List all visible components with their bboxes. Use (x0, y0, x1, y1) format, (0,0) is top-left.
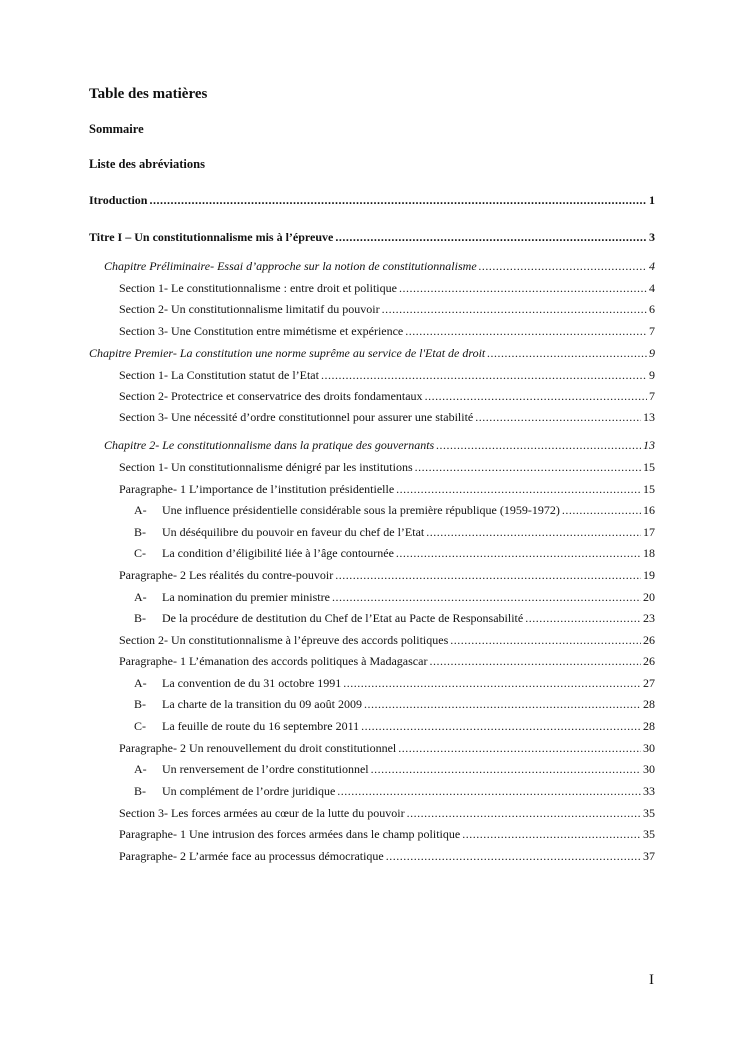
toc-entry-page: 9 (649, 368, 655, 382)
toc-entry[interactable] (134, 784, 655, 802)
dot-leader (321, 368, 647, 383)
dot-leader (462, 827, 641, 842)
toc-entry[interactable] (119, 302, 655, 320)
dot-leader (415, 460, 641, 475)
toc-entry-label: Itroduction (89, 193, 148, 207)
toc-entry-page: 30 (643, 741, 655, 755)
dot-leader (335, 230, 647, 245)
dot-leader (332, 590, 641, 605)
toc-entry-page: 13 (643, 410, 655, 424)
toc-entry-letter: A- (134, 590, 147, 604)
toc-entry-page: 26 (643, 654, 655, 668)
toc-entry-label: Paragraphe- 1 Une intrusion des forces armées dans le champ politique (119, 827, 461, 841)
toc-entry-page: 4 (649, 259, 655, 273)
dot-leader (425, 389, 647, 404)
toc-entry-letter: A- (134, 762, 147, 776)
toc-entry-label: Paragraphe- 1 L’importance de l’institution présidentielle (119, 482, 395, 496)
toc-entry[interactable] (119, 368, 655, 386)
toc-entry-page: 26 (643, 633, 655, 647)
toc-entry[interactable] (119, 849, 655, 867)
toc-entry[interactable] (134, 546, 655, 564)
toc-entry[interactable] (134, 611, 655, 629)
dot-leader (343, 676, 641, 691)
toc-entry-page: 28 (643, 719, 655, 733)
toc-entry-page: 27 (643, 676, 655, 690)
dot-leader (525, 611, 641, 626)
toc-entry[interactable] (119, 460, 655, 478)
toc-entry-page: 19 (643, 568, 655, 582)
dot-leader (371, 762, 641, 777)
toc-entry-letter: B- (134, 611, 146, 625)
toc-entry-letter: B- (134, 525, 146, 539)
toc-entry-label: Paragraphe- 2 Les réalités du contre-pouvoir (119, 568, 334, 582)
dot-leader (450, 633, 641, 648)
dot-leader (479, 259, 647, 274)
toc-entry-page: 13 (643, 438, 655, 452)
toc-entry-page: 4 (649, 281, 655, 295)
dot-leader (429, 654, 641, 669)
dot-leader (399, 281, 647, 296)
toc-entry[interactable] (134, 676, 655, 694)
toc-entry[interactable] (134, 525, 655, 543)
toc-entry[interactable] (89, 230, 655, 248)
toc-entry-label: Titre I – Un constitutionnalisme mis à l’épreuve (89, 230, 334, 244)
toc-entry-label: Une influence présidentielle considérable sous la première république (1959-1972) (162, 503, 560, 517)
toc-entry-label: Un déséquilibre du pouvoir en faveur du chef de l’Etat (162, 525, 425, 539)
toc-entry[interactable] (119, 281, 655, 299)
heading-abreviations: Liste des abréviations (89, 157, 205, 171)
toc-entry-label: La condition d’éligibilité liée à l’âge contournée (162, 546, 394, 560)
page-title: Table des matières (89, 86, 208, 102)
toc-entry[interactable] (119, 482, 655, 500)
toc-entry-page: 15 (643, 460, 655, 474)
toc-entry-letter: B- (134, 784, 146, 798)
toc-entry-label: La convention de du 31 octobre 1991 (162, 676, 342, 690)
toc-entry[interactable] (119, 827, 655, 845)
toc-entry-label: Section 2- Un constitutionnalisme à l’épreuve des accords politiques (119, 633, 449, 647)
dot-leader (149, 193, 647, 208)
toc-entry-letter: A- (134, 676, 147, 690)
toc-entry-page: 35 (643, 806, 655, 820)
toc-entry-page: 17 (643, 525, 655, 539)
toc-entry-page: 35 (643, 827, 655, 841)
toc-entry-label: Section 2- Un constitutionnalisme limitatif du pouvoir (119, 302, 380, 316)
toc-entry-page: 7 (649, 324, 655, 338)
toc-entry-label: Section 3- Une nécessité d’ordre constitutionnel pour assurer une stabilité (119, 410, 474, 424)
toc-entry-label: Un complément de l’ordre juridique (162, 784, 336, 798)
toc-entry-page: 9 (649, 346, 655, 360)
dot-leader (382, 302, 647, 317)
toc-entry[interactable] (134, 590, 655, 608)
toc-entry-page: 20 (643, 590, 655, 604)
dot-leader (337, 784, 641, 799)
toc-entry-label: La nomination du premier ministre (162, 590, 330, 604)
toc-entry[interactable] (134, 503, 655, 521)
toc-entry-page: 28 (643, 697, 655, 711)
toc-entry-label: Paragraphe- 1 L’émanation des accords politiques à Madagascar (119, 654, 428, 668)
toc-entry-page: 15 (643, 482, 655, 496)
toc-entry[interactable] (89, 193, 655, 211)
toc-entry-page: 23 (643, 611, 655, 625)
dot-leader (396, 482, 641, 497)
toc-entry-label: Un renversement de l’ordre constitutionnel (162, 762, 369, 776)
toc-entry-label: Section 1- Le constitutionnalisme : entre droit et politique (119, 281, 397, 295)
toc-entry-letter: C- (134, 546, 146, 560)
dot-leader (398, 741, 641, 756)
dot-leader (436, 438, 641, 453)
toc-entry-letter: C- (134, 719, 146, 733)
toc-entry-label: De la procédure de destitution du Chef de l’Etat au Pacte de Responsabilité (162, 611, 524, 625)
toc-entry[interactable] (119, 389, 655, 407)
toc-entry[interactable] (119, 806, 655, 824)
toc-entry-label: Section 1- Un constitutionnalisme dénigré par les institutions (119, 460, 413, 474)
toc-entry-page: 30 (643, 762, 655, 776)
toc-entry[interactable] (119, 633, 655, 651)
dot-leader (405, 324, 647, 339)
toc-entry[interactable] (119, 654, 655, 672)
toc-entry[interactable] (104, 438, 655, 456)
toc-entry-letter: B- (134, 697, 146, 711)
toc-entry-label: Chapitre 2- Le constitutionnalisme dans la pratique des gouvernants (104, 438, 435, 452)
toc-entry-label: Chapitre Premier- La constitution une norme suprême au service de l'Etat de droit (89, 346, 486, 360)
toc-entry-page: 16 (643, 503, 655, 517)
toc-entry-label: Section 1- La Constitution statut de l’Etat (119, 368, 319, 382)
dot-leader (364, 697, 641, 712)
dot-leader (562, 503, 641, 518)
toc-entry-label: Paragraphe- 2 Un renouvellement du droit constitutionnel (119, 741, 397, 755)
toc-entry[interactable] (119, 324, 655, 342)
toc-entry[interactable] (104, 259, 655, 277)
dot-leader (386, 849, 641, 864)
page-number: I (649, 972, 654, 988)
toc-entry-page: 33 (643, 784, 655, 798)
toc-entry[interactable] (119, 568, 655, 586)
toc-entry-page: 3 (649, 230, 655, 244)
toc-entry[interactable] (89, 346, 655, 364)
toc-entry-page: 1 (649, 193, 655, 207)
dot-leader (487, 346, 647, 361)
dot-leader (407, 806, 641, 821)
toc-entry-label: La charte de la transition du 09 août 2009 (162, 697, 362, 711)
toc-entry-label: Chapitre Préliminaire- Essai d’approche sur la notion de constitutionnalisme (104, 259, 477, 273)
dot-leader (396, 546, 641, 561)
toc-entry[interactable] (134, 719, 655, 737)
dot-leader (426, 525, 641, 540)
dot-leader (475, 410, 641, 425)
toc-entry-label: Section 2- Protectrice et conservatrice des droits fondamentaux (119, 389, 423, 403)
toc-entry-label: Section 3- Une Constitution entre mimétisme et expérience (119, 324, 404, 338)
toc-entry-label: Section 3- Les forces armées au cœur de la lutte du pouvoir (119, 806, 405, 820)
toc-entry[interactable] (119, 410, 655, 428)
toc-entry[interactable] (134, 697, 655, 715)
toc-entry[interactable] (134, 762, 655, 780)
toc-entry-page: 6 (649, 302, 655, 316)
toc-entry[interactable] (119, 741, 655, 759)
dot-leader (335, 568, 641, 583)
toc-entry-page: 37 (643, 849, 655, 863)
dot-leader (361, 719, 641, 734)
toc-entry-label: Paragraphe- 2 L’armée face au processus démocratique (119, 849, 384, 863)
toc-entry-label: La feuille de route du 16 septembre 2011 (162, 719, 360, 733)
heading-sommaire: Sommaire (89, 122, 144, 136)
toc-entry-page: 7 (649, 389, 655, 403)
toc-entry-page: 18 (643, 546, 655, 560)
toc-entry-letter: A- (134, 503, 147, 517)
